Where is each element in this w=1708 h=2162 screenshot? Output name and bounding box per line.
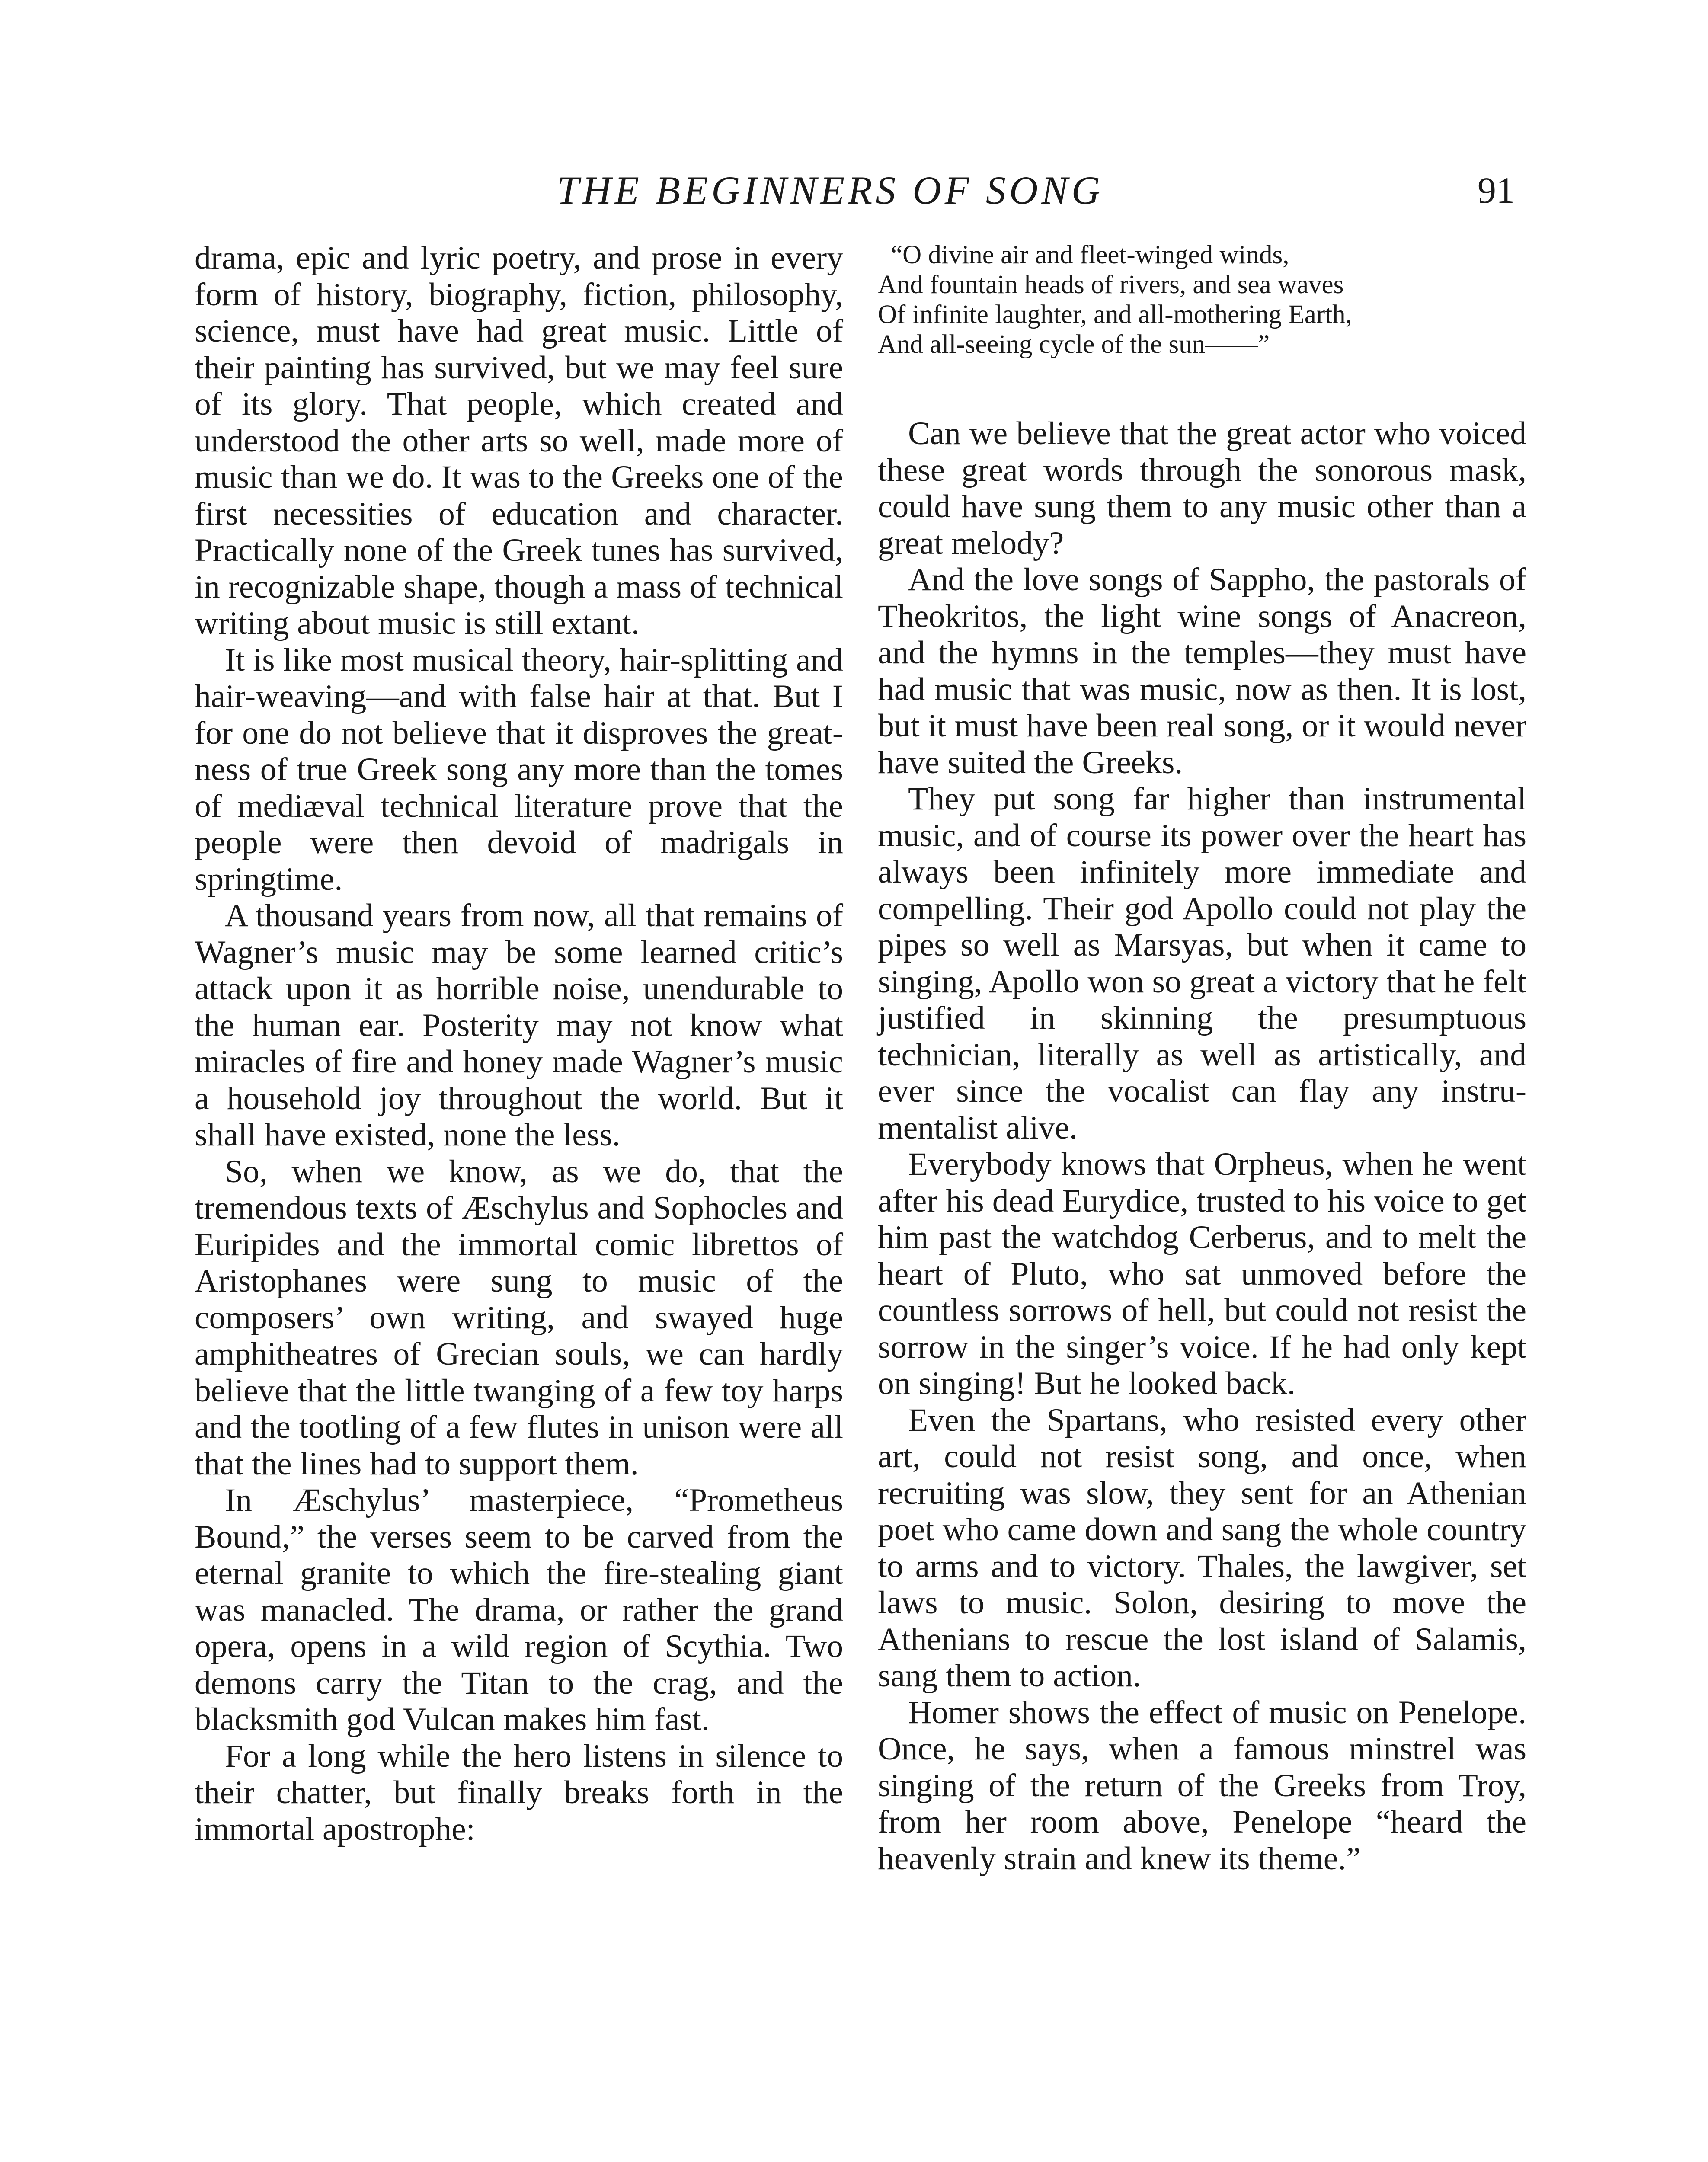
page-number: 91 bbox=[1478, 170, 1515, 211]
paragraph: drama, epic and lyric poetry, and prose in every form of history, biography, fiction, philosophy, science, must have had great music. Little of their painting has survived, but we may feel sure of its glory. That people, which created and understood the other arts so well, made more of music than we do. It was to the Greeks one of the first necessities of education and character. Practically none of the Greek tunes has survived, in recognizable shape, though a mass of technical writing about music is still extant. bbox=[195, 240, 843, 641]
left-column bbox=[195, 240, 843, 1848]
running-title: THE BEGINNERS OF SONG bbox=[557, 168, 1104, 212]
verse-line: “O divine air and fleet-winged winds, bbox=[891, 240, 1289, 269]
paragraph: In Æschylus’ masterpiece, “Prometheus Bound,” the verses seem to be carved from the eternal granite to which the fire-stealing giant was manacled. The drama, or rather the grand opera, opens in a wild region of Scythia. Two demons carry the Titan to the crag, and the blacksmith god Vulcan makes him fast. bbox=[195, 1482, 843, 1737]
paragraph: And the love songs of Sappho, the pastorals of Theokritos, the light wine songs of Anacreon, and the hymns in the temples—they must have had music that was music, now as then. It is lost, but it must have been real song, or it would never have suited the Greeks. bbox=[878, 562, 1526, 780]
paragraph: Everybody knows that Orpheus, when he went after his dead Eurydice, trusted to his voice to get him past the watchdog Cerberus, and to melt the heart of Pluto, who sat unmoved before the countless sorrows of hell, but could not resist the sorrow in the singer’s voice. If he had only kept on singing! But he looked back. bbox=[878, 1146, 1526, 1401]
paragraph: It is like most musical theory, hair-splitting and hair-weaving—and with false hair at that. But I for one do not believe that it disproves the greatness of true Greek song any more than the tomes of mediæval technical literature prove that the people were then devoid of madrigals in springtime. bbox=[195, 642, 843, 897]
paragraph: So, when we know, as we do, that the tremendous texts of Æschylus and Sophocles and Euripides and the immortal comic librettos of Aristophanes were sung to music of the composers’ own writing, and swayed huge amphitheatres of Grecian souls, we can hardly believe that the little twanging of a few toy harps and the tootling of a few flutes in unison were all that the lines had to support them. bbox=[195, 1153, 843, 1482]
paragraph: Homer shows the effect of music on Penelope. Once, he says, when a famous minstrel was singing of the return of the Greeks from Troy, from her room above, Penelope “heard the heavenly strain and knew its theme.” bbox=[878, 1694, 1526, 1877]
verse-quotation bbox=[878, 240, 1526, 359]
paragraph: They put song far higher than instrumental music, and of course its power over the heart has always been infinitely more immediate and compelling. Their god Apollo could not play the pipes so well as Marsyas, but when it came to singing, Apollo won so great a victory that he felt justified in skinning the presumptuous technician, literally as well as artistically, and ever since the vocalist can flay any instrumentalist alive. bbox=[878, 781, 1526, 1146]
running-head bbox=[0, 160, 1708, 221]
verse-line: Of infinite laughter, and all-mothering Earth, bbox=[878, 300, 1352, 329]
paragraph: Can we believe that the great actor who voiced these great words through the sonorous mask, could have sung them to any music other than a great melody? bbox=[878, 416, 1526, 561]
paragraph: For a long while the hero listens in silence to their chatter, but finally breaks forth in the immortal apostrophe: bbox=[195, 1738, 843, 1847]
paragraph: Even the Spartans, who resisted every other art, could not resist song, and once, when recruiting was slow, they sent for an Athenian poet who came down and sang the whole country to arms and to victory. Thales, the lawgiver, set laws to music. Solon, desiring to move the Athenians to rescue the lost island of Salamis, sang them to action. bbox=[878, 1402, 1526, 1694]
verse-line: And all-seeing cycle of the sun——” bbox=[878, 330, 1270, 359]
verse-line: And fountain heads of rivers, and sea waves bbox=[878, 270, 1344, 299]
right-column bbox=[878, 240, 1526, 1877]
paragraph: A thousand years from now, all that remains of Wagner’s music may be some learned critic’s attack upon it as horrible noise, unendurable to the human ear. Posterity may not know what miracles of fire and honey made Wagner’s music a household joy throughout the world. But it shall have existed, none the less. bbox=[195, 898, 843, 1153]
